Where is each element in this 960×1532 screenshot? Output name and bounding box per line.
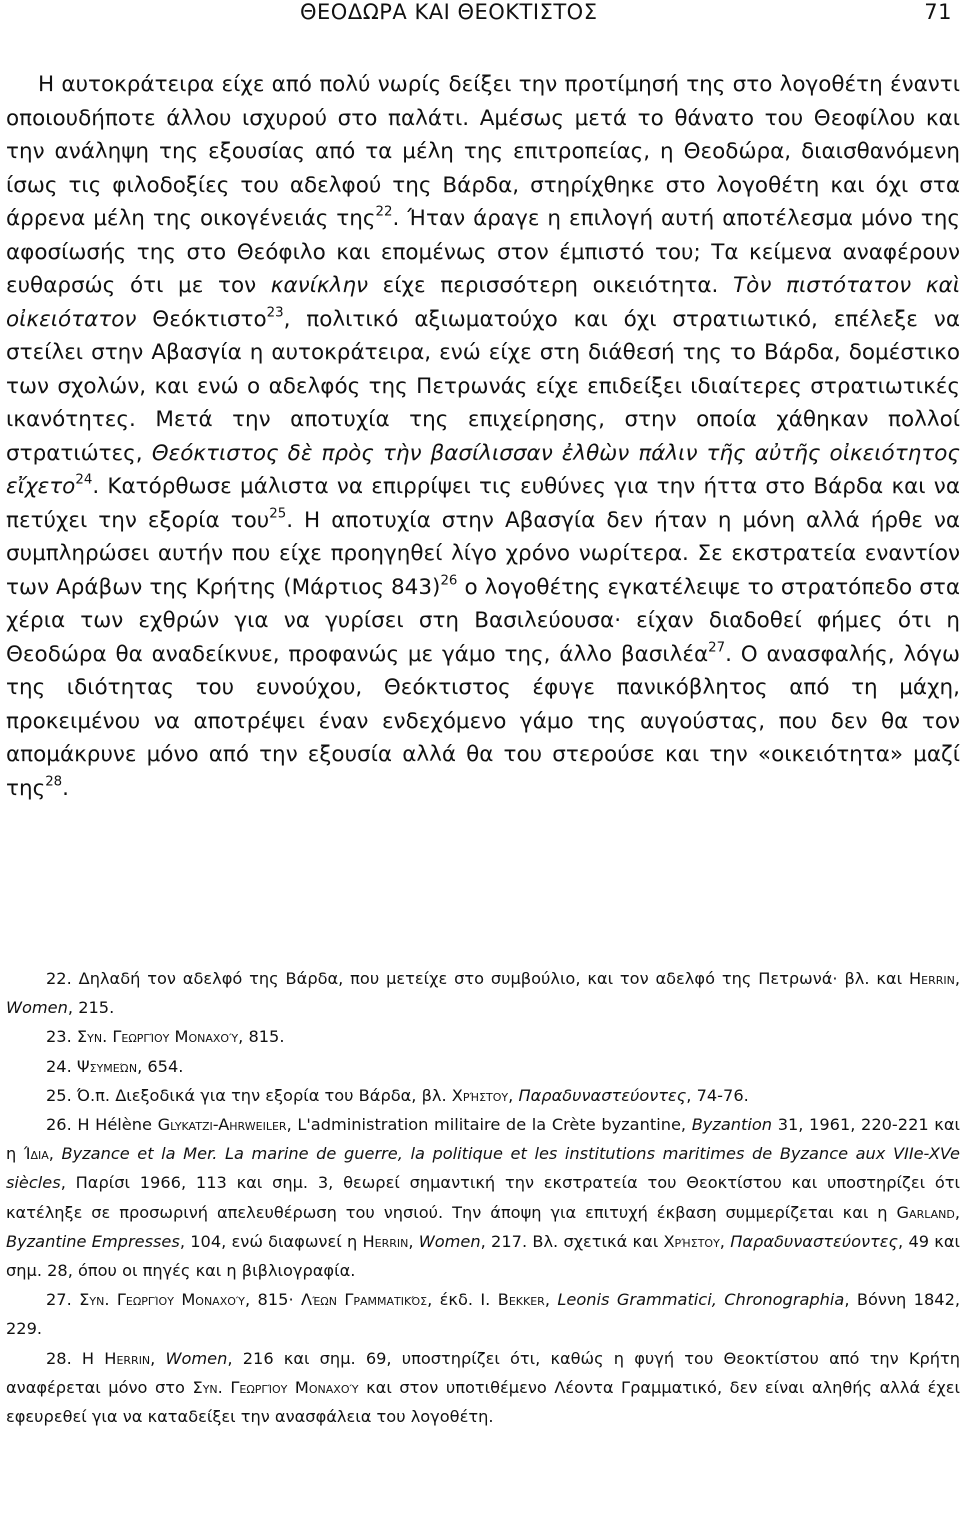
footnote-text: και στον υποτιθέμενο Λέοντα Γραμματικό, δεν είναι αληθής αλλά έχει εφευρεθεί για να καταδείξει την ανασφάλεια του λογοθέτη. [6, 1377, 960, 1427]
footnote-text: 27. [46, 1290, 80, 1310]
footnote-27 [6, 1285, 960, 1343]
text-run: . Η αποτυχία στην Αβασγία δεν ήταν η μόνη αλλά ήρθε να συμπληρώσει αυτήν που είχε προηγηθεί λίγο χρόνο νωρίτερα. Σε εκστρατεία εναντίον των Αράβων της Κρήτης (Μάρτιος 843) [6, 507, 960, 600]
body-paragraph [6, 68, 960, 805]
work-title: Leonis Grammatici, Chronographia [557, 1290, 845, 1310]
work-title: Παραδυναστεύοντες [730, 1231, 899, 1251]
work-title: Byzantine Empresses [6, 1231, 180, 1251]
text-run: . Κατόρθωσε μάλιστα να επιρρίψει τις ευθύνες για την ήττα στο Βάρδα και να πετύχει την εξορία του [6, 474, 960, 533]
author-name: Herrin [908, 969, 955, 988]
footnote-26 [6, 1110, 960, 1285]
footnote-24 [6, 1052, 960, 1081]
footnote-ref-23: 23 [266, 305, 284, 321]
footnote-text: , 104, ενώ διαφωνεί η [179, 1231, 363, 1251]
footnote-text: , 216 και σημ. 69, υποστηρίζει ότι, καθώς η φυγή του Θεοκτίστου από την Κρήτη αναφέρεται μόνο στο [6, 1348, 960, 1397]
footnote-text: , [719, 1231, 731, 1251]
work-title: Byzance et la Mer. La marine de guerre, la politique et les institutions maritimes de Byzance aux VIIe-XVe siècles [6, 1144, 960, 1193]
text-run: , πολιτικό αξιωματούχο και όχι στρατιωτικό, επέλεξε να στείλει στην Αβασγία η αυτοκράτειρα, ενώ είχε στη διάθεσή της το Βάρδα, δομέστικο των σχολών, και ενώ ο αδελφός της Πετρωνάς είχε επιδείξει ιδιαίτερες στρατιωτικές ικανότητες. Μετά την αποτυχία της επιχείρησης, στην οποία χάθηκαν πολλοί στρατιώτες, [6, 306, 960, 466]
greek-quote: Τὸν πιστότατον καὶ οἰκειότατον [6, 273, 960, 332]
main-text [6, 68, 960, 805]
footnote-23 [6, 1022, 960, 1051]
footnote-text: , 49 και σημ. 28, όπου οι πηγές και η βιβλιογραφία. [6, 1231, 960, 1281]
footnote-text: , 217. Βλ. σχετικά και [480, 1231, 664, 1251]
footnote-text: , [544, 1290, 558, 1310]
author-name: Συν. Γεωργίου Μοναχού [192, 1377, 359, 1397]
footnote-text: 24. [46, 1056, 77, 1076]
footnote-ref-28: 28 [45, 774, 63, 790]
footnote-text: , [954, 969, 960, 988]
work-title: Women [165, 1348, 228, 1368]
author-name: Χρήστου [663, 1231, 720, 1251]
author-name: Garland [896, 1202, 955, 1222]
greek-quote: Θεόκτιστος δὲ πρὸς τὴν βασίλισσαν ἐλθὼν πάλιν τῆς αὐτῆς οἰκειότητος εἴχετο [6, 440, 960, 499]
footnote-text: 25. Ό.π. Διεξοδικά για την εξορία του Βάρδα, βλ. [46, 1085, 452, 1105]
footnote-ref-27: 27 [708, 640, 726, 656]
author-name: Glykatzi-Ahrweiler [157, 1115, 287, 1135]
footnote-text: , [150, 1348, 166, 1368]
footnote-text: , Παρίσι 1966, 113 και σημ. 3, θεωρεί σημαντική την εκστρατεία του Θεοκτίστου και υποστηρίζει ότι κατέληξε σε προσωρινή απελευθέρωση του νησιού. Την άποψη για επιτυχή έκβαση συμμερίζεται και η [6, 1173, 960, 1222]
footnote-text: , 815· [244, 1290, 302, 1310]
footnote-ref-25: 25 [269, 506, 287, 522]
running-header [0, 0, 960, 30]
footnote-ref-22: 22 [375, 204, 393, 220]
footnote-text: , L'administration militaire de la Crète byzantine, [286, 1115, 692, 1135]
footnote-25 [6, 1081, 960, 1110]
footnotes [6, 964, 960, 1431]
footnote-28 [6, 1344, 960, 1432]
work-title: Παραδυναστεύοντες [518, 1085, 687, 1105]
running-title: ΘΕΟΔΩΡΑ ΚΑΙ ΘΕΟΚΤΙΣΤΟΣ [300, 0, 598, 24]
footnote-text: , 215. [67, 998, 115, 1018]
text-run: ο λογοθέτης εγκατέλειψε το στρατόπεδο στα χέρια των εχθρών για να γυρίσει στη Βασιλεύουσα· είχαν διαδοθεί φήμες ότι η Θεοδώρα θα αναδείκνυε, προφανώς με γάμο της, άλλο βασιλέα [6, 574, 960, 667]
greek-quote: κανίκλην [270, 273, 368, 298]
footnote-text: , [408, 1231, 419, 1251]
footnote-text: 31, 1961, 220-221 και η [6, 1115, 960, 1164]
work-title: Women [6, 998, 68, 1018]
footnote-text: 23. [46, 1027, 77, 1047]
footnote-text: , 654. [137, 1056, 184, 1076]
author-name: Ψσυμεών [76, 1056, 138, 1076]
footnote-text: , [508, 1085, 519, 1105]
footnote-text: , [954, 1202, 960, 1222]
author-name: Herrin [104, 1348, 151, 1368]
author-name: Συν. Γεωργίου Μοναχού [79, 1290, 245, 1310]
text-run: . [62, 775, 70, 801]
author-name: Χρήστου [451, 1085, 509, 1105]
footnote-22 [6, 964, 960, 1022]
footnote-text: 28. Η [46, 1348, 105, 1368]
text-run: . Ήταν άραγε η επιλογή αυτή αποτέλεσμα μόνο της αφοσίωσής της στο Θεόφιλο και επομένως στον έμπιστό του; Τα κείμενα αναφέρουν ευθαρσώς ότι με τον [6, 206, 960, 298]
text-run: Θεόκτιστο [136, 306, 267, 332]
work-title: Byzantion [691, 1115, 773, 1135]
footnote-text: 22. Δηλαδή τον αδελφό της Βάρδα, που μετείχε στο συμβούλιο, και τον αδελφό της Πετρωνά· βλ. και [46, 969, 909, 988]
author-name: Λέων Γραμματικός [301, 1290, 428, 1310]
footnote-text: , 74-76. [686, 1085, 749, 1105]
page-number: 71 [924, 0, 952, 24]
footnote-text: , Βόννη 1842, 229. [6, 1290, 960, 1339]
author-name: Ίδια [23, 1144, 49, 1164]
text-run: είχε περισσότερη οικειότητα. [367, 273, 734, 298]
author-name: Herrin [362, 1231, 409, 1251]
author-name: Bekker [497, 1290, 545, 1310]
work-title: Women [418, 1231, 481, 1251]
footnote-ref-26: 26 [440, 573, 458, 589]
footnote-text: , 815. [238, 1027, 285, 1047]
footnote-text: , έκδ. I. [427, 1290, 498, 1310]
footnote-ref-24: 24 [75, 472, 93, 488]
author-name: Συν. Γεωργίου Μοναχού [76, 1027, 239, 1047]
footnote-text: , [48, 1144, 62, 1164]
text-run: Η αυτοκράτειρα είχε από πολύ νωρίς δείξει την προτίμησή της στο λογοθέτη έναντι οποιουδήποτε άλλου ισχυρού στο παλάτι. Αμέσως μετά το θάνατο του Θεοφίλου και την ανάληψη της εξουσίας από τα μέλη της επιτροπείας, η Θεοδώρα, διαισθανόμενη ίσως τις φιλοδοξίες του αδελφού της Βάρδα, στηρίχθηκε στο λογοθέτη και όχι στα άρρενα μέλη της οικογένειάς της [6, 72, 960, 231]
text-run: . Ο ανασφαλής, λόγω της ιδιότητας του ευνούχου, Θεόκτιστος έφυγε πανικόβλητος από τη μάχη, προκειμένου να αποτρέψει έναν ενδεχόμενο γάμο της αυγούστας, που δεν θα τον απομάκρυνε μόνο από την εξουσία αλλά θα του στερούσε και την «οικειότητα» μαζί της [6, 641, 960, 801]
footnote-text: 26. Η Hélène [46, 1115, 158, 1135]
